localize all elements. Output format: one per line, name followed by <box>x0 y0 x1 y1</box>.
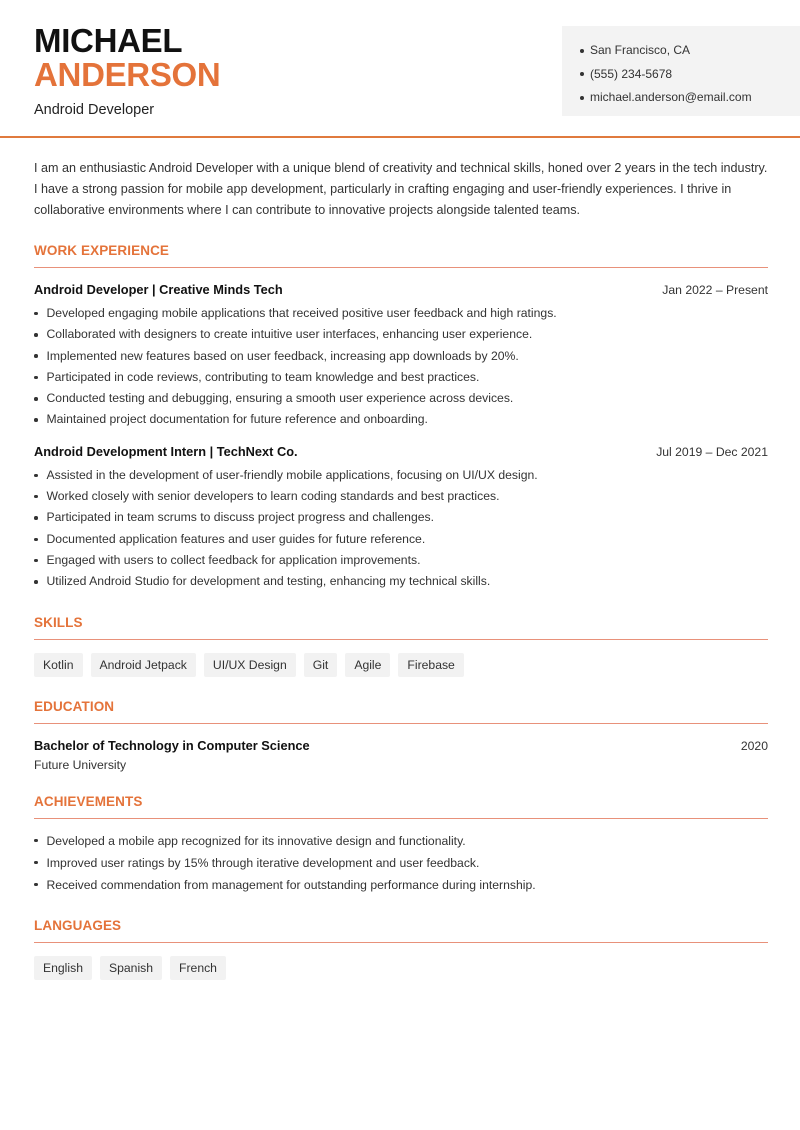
graduation-year: 2020 <box>740 738 768 753</box>
list-item <box>34 465 768 486</box>
contact-location <box>580 39 800 63</box>
language-tag: French <box>170 956 226 980</box>
list-item <box>34 303 768 324</box>
bullet-icon <box>34 397 38 401</box>
education-section <box>34 699 768 772</box>
language-tag: English <box>34 956 92 980</box>
job-bullets <box>34 303 768 431</box>
section-title: SKILLS <box>34 615 768 640</box>
work-experience-section <box>34 243 768 593</box>
first-name: MICHAEL <box>34 22 183 59</box>
bullet-text: Collaborated with designers to create intuitive user interfaces, enhancing user experience. <box>46 327 533 342</box>
list-item <box>34 324 768 345</box>
contact-email-text: michael.anderson@email.com <box>590 90 752 104</box>
list-item <box>34 367 768 388</box>
resume-header <box>0 0 800 138</box>
bullet-icon <box>34 839 38 843</box>
bullet-icon <box>34 883 38 887</box>
contact-phone-text: (555) 234-5678 <box>590 66 673 81</box>
contact-phone <box>580 63 800 87</box>
job-title: Android Developer <box>34 102 155 118</box>
job-role: Android Developer | Creative Minds Tech <box>34 282 283 297</box>
bullet-icon <box>580 49 584 53</box>
section-title: ACHIEVEMENTS <box>34 794 768 819</box>
list-item <box>34 409 768 430</box>
section-title: WORK EXPERIENCE <box>34 243 768 268</box>
bullet-text: Conducted testing and debugging, ensuring a smooth user experience across devices. <box>46 391 514 406</box>
bullet-icon <box>580 72 584 76</box>
resume-body <box>34 158 768 980</box>
job-entry <box>34 444 768 593</box>
achievements-section <box>34 794 768 896</box>
bullet-icon <box>34 474 38 478</box>
education-entry <box>34 738 768 772</box>
bullet-text: Implemented new features based on user feedback, increasing app downloads by 20%. <box>46 348 519 363</box>
list-item <box>34 388 768 409</box>
language-tag: Spanish <box>100 956 162 980</box>
bullet-icon <box>580 96 584 100</box>
list-item <box>34 571 768 592</box>
list-item <box>34 550 768 571</box>
bullet-text: Engaged with users to collect feedback for application improvements. <box>46 552 421 567</box>
bullet-icon <box>34 333 38 337</box>
job-dates: Jul 2019 – Dec 2021 <box>656 444 768 459</box>
bullet-text: Participated in code reviews, contributing to team knowledge and best practices. <box>46 369 480 384</box>
list-item <box>34 346 768 367</box>
skill-tag: Agile <box>345 653 390 677</box>
bullet-text: Developed a mobile app recognized for its innovative design and functionality. <box>46 833 466 848</box>
bullet-icon <box>34 418 38 422</box>
bullet-icon <box>34 861 38 865</box>
bullet-icon <box>34 538 38 542</box>
bullet-text: Developed engaging mobile applications that received positive user feedback and high ratings. <box>46 306 557 320</box>
section-title: EDUCATION <box>34 699 768 724</box>
contact-location-text: San Francisco, CA <box>590 43 691 57</box>
bullet-text: Improved user ratings by 15% through iterative development and user feedback. <box>46 855 480 870</box>
list-item <box>34 852 768 874</box>
skill-tag: Git <box>304 653 338 677</box>
list-item <box>34 529 768 550</box>
list-item <box>34 507 768 528</box>
bullet-icon <box>34 516 38 520</box>
skill-tag: UI/UX Design <box>204 653 296 677</box>
bullet-icon <box>34 354 38 358</box>
bullet-text: Maintained project documentation for future reference and onboarding. <box>46 412 428 427</box>
last-name: ANDERSON <box>34 56 221 93</box>
bullet-icon <box>34 559 38 563</box>
language-tags <box>34 956 768 980</box>
skill-tags <box>34 653 768 677</box>
degree: Bachelor of Technology in Computer Science <box>34 737 310 753</box>
name-block <box>34 24 220 118</box>
bullet-text: Documented application features and user guides for future reference. <box>46 531 426 546</box>
contact-box <box>562 26 800 116</box>
skill-tag: Kotlin <box>34 653 83 677</box>
section-title: LANGUAGES <box>34 918 768 943</box>
job-bullets <box>34 465 768 593</box>
bullet-icon <box>34 376 38 380</box>
job-dates: Jan 2022 – Present <box>662 283 768 297</box>
bullet-text: Assisted in the development of user-friendly mobile applications, focusing on UI/UX design. <box>46 467 538 482</box>
summary: I am an enthusiastic Android Developer with a unique blend of creativity and technical skills, honed over 2 years in the tech industry. I have a strong passion for mobile app development, particularly in crafting engaging and user-friendly experiences. I thrive in collaborative environments where I can contribute to innovative projects alongside talented teams. <box>34 161 768 217</box>
languages-section <box>34 918 768 980</box>
skill-tag: Android Jetpack <box>91 653 196 677</box>
list-item <box>34 486 768 507</box>
job-role: Android Development Intern | TechNext Co. <box>34 443 298 459</box>
bullet-text: Utilized Android Studio for development and testing, enhancing my technical skills. <box>46 574 491 589</box>
contact-email <box>580 86 800 110</box>
achievement-list <box>34 830 768 896</box>
bullet-text: Worked closely with senior developers to learn coding standards and best practices. <box>46 489 500 504</box>
school-name: Future University <box>34 757 127 772</box>
bullet-text: Received commendation from management for outstanding performance during internship. <box>46 877 536 892</box>
bullet-icon <box>34 580 38 584</box>
job-entry <box>34 282 768 431</box>
bullet-icon <box>34 312 38 316</box>
skills-section <box>34 615 768 677</box>
list-item <box>34 874 768 896</box>
bullet-text: Participated in team scrums to discuss project progress and challenges. <box>46 510 434 525</box>
list-item <box>34 830 768 852</box>
skill-tag: Firebase <box>398 653 463 677</box>
bullet-icon <box>34 495 38 499</box>
